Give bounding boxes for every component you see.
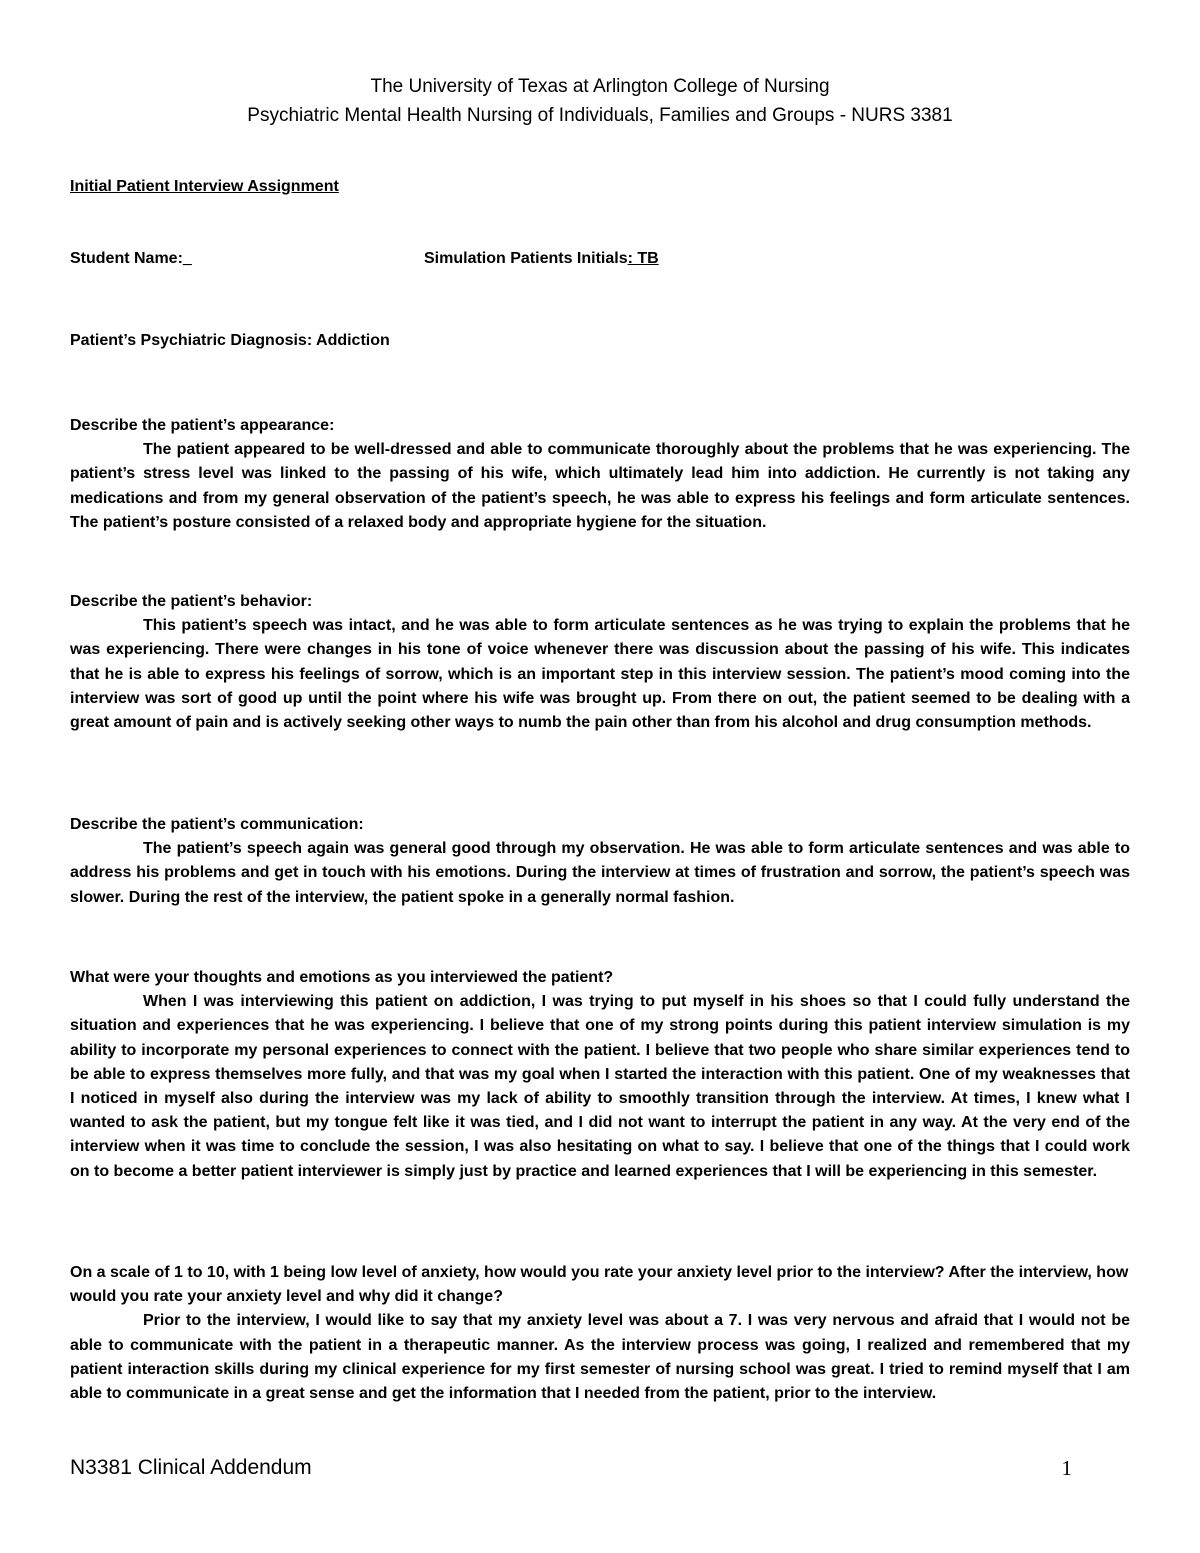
section-question: What were your thoughts and emotions as you interviewed the patient?: [70, 969, 614, 986]
psychiatric-diagnosis: Patient’s Psychiatric Diagnosis: Addiction: [70, 332, 390, 349]
communication-section: [70, 813, 1130, 910]
thoughts-emotions-section: [70, 966, 1130, 1184]
appearance-section: [70, 414, 1130, 535]
student-name-value: _: [182, 250, 192, 267]
patient-initials-label: Simulation Patients Initials: [424, 250, 628, 267]
patient-initials-value: : TB: [627, 250, 659, 267]
footer-title: N3381 Clinical Addendum: [70, 1456, 312, 1479]
section-question: On a scale of 1 to 10, with 1 being low level of anxiety, how would you rate your anxiety level prior to the interview? After the interview, how would you rate your anxiety level and why did it change?: [70, 1264, 1129, 1306]
section-answer: When I was interviewing this patient on addiction, I was trying to put myself in his shoes so that I could fully understand the situation and experiences that he was experiencing. I believe that one of my strong points during this patient interview simulation is my ability to incorporate my personal experiences to connect with the patient. I believe that two people who share similar experiences tend to be able to express themselves more fully, and that was my goal when I started the interaction with this patient. One of my weaknesses that I noticed in myself also during the interview was my lack of ability to smoothly transition through the interview. At times, I knew what I wanted to ask the patient, but my tongue felt like it was tied, and I did not want to interrupt the patient in any way. At the very end of the interview when it was time to conclude the session, I was also hesitating on what to say. I believe that one of the things that I could work on to become a better patient interviewer is simply just by practice and learned experiences that I will be experiencing in this semester.: [70, 993, 1130, 1180]
section-answer: Prior to the interview, I would like to say that my anxiety level was about a 7. I was very nervous and afraid that I would not be able to communicate with the patient in a therapeutic manner. As the interview process was going, I realized and remembered that my patient interaction skills during my clinical experience for my first semester of nursing school was great. I tried to remind myself that I am able to communicate in a great sense and get the information that I needed from the patient, prior to the interview.: [70, 1312, 1130, 1403]
section-answer: The patient’s speech again was general good through my observation. He was able to form articulate sentences and was able to address his problems and get in touch with his emotions. During the interview at times of frustration and sorrow, the patient’s speech was slower. During the rest of the interview, the patient spoke in a generally normal fashion.: [70, 840, 1130, 906]
student-name-label: Student Name:: [70, 250, 183, 267]
student-name-field: [70, 250, 192, 268]
section-question: Describe the patient’s appearance:: [70, 417, 335, 434]
behavior-section: [70, 590, 1130, 735]
anxiety-rating-section: [70, 1261, 1130, 1406]
assignment-title: Initial Patient Interview Assignment: [70, 178, 339, 195]
section-answer: The patient appeared to be well-dressed and able to communicate thoroughly about the problems that he was experiencing. The patient’s stress level was linked to the passing of his wife, which ultimately lead him into addiction. He currently is not taking any medications and from my general observation of the patient’s speech, he was able to express his feelings and form articulate sentences. The patient’s posture consisted of a relaxed body and appropriate hygiene for the situation.: [70, 441, 1130, 531]
university-title: The University of Texas at Arlington College of Nursing: [370, 76, 830, 97]
course-title: Psychiatric Mental Health Nursing of Individuals, Families and Groups - NURS 3381: [247, 105, 953, 126]
section-question: Describe the patient’s behavior:: [70, 593, 313, 610]
patient-initials-field: [424, 250, 659, 268]
section-question: Describe the patient’s communication:: [70, 816, 364, 833]
page-number: 1: [1061, 1456, 1072, 1480]
section-answer: This patient’s speech was intact, and he was able to form articulate sentences as he was trying to explain the problems that he was experiencing. There were changes in his tone of voice whenever there was discussion about the passing of his wife. This indicates that he is able to express his feelings of sorrow, which is an important step in this interview session. The patient’s mood coming into the interview was sort of good up until the point where his wife was brought up. From there on out, the patient seemed to be dealing with a great amount of pain and is actively seeking other ways to numb the pain other than from his alcohol and drug consumption methods.: [70, 617, 1130, 732]
